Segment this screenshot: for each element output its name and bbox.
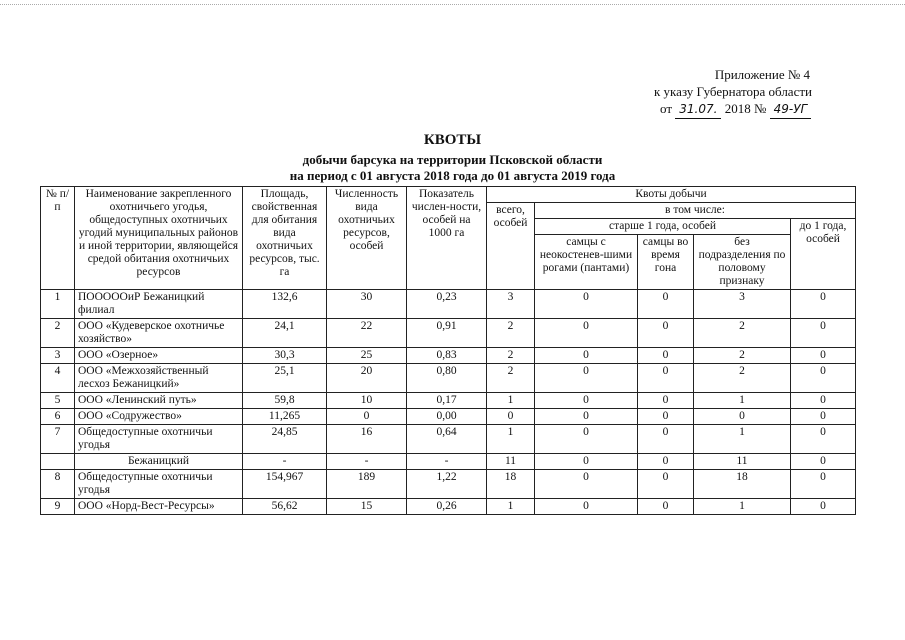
header-count: Численность вида охотничьих ресурсов, особей: [327, 187, 407, 290]
table-row: [41, 409, 856, 425]
table-body: [41, 290, 856, 515]
cell-d: 0: [791, 319, 856, 348]
cell-name: ООО «Кудеверское охотничье хозяйство»: [75, 319, 243, 348]
cell-c: 2: [694, 348, 791, 364]
header-num: № п/п: [41, 187, 75, 290]
cell-count: 189: [327, 470, 407, 499]
cell-a: 0: [535, 454, 638, 470]
cell-name: ООО «Межхозяйственный лесхоз Бежаницкий»: [75, 364, 243, 393]
cell-n: 7: [41, 425, 75, 454]
cell-a: 0: [535, 425, 638, 454]
handwritten-number: 49-УГ: [770, 101, 812, 119]
cell-count: 20: [327, 364, 407, 393]
header-density: Показатель числен-ности, особей на 1000 га: [407, 187, 487, 290]
cell-c: 2: [694, 364, 791, 393]
header-total: всего, особей: [487, 203, 535, 290]
cell-density: 0,91: [407, 319, 487, 348]
appendix-decree: к указу Губернатора области: [653, 84, 812, 99]
cell-area: 24,85: [243, 425, 327, 454]
table-row: [41, 364, 856, 393]
cell-count: 22: [327, 319, 407, 348]
header-area: Площадь, свойственная для обитания вида охотничьих ресурсов, тыс. га: [243, 187, 327, 290]
cell-total: 3: [487, 290, 535, 319]
cell-total: 2: [487, 319, 535, 348]
cell-density: 0,80: [407, 364, 487, 393]
cell-area: 56,62: [243, 499, 327, 515]
cell-total: 2: [487, 348, 535, 364]
cell-count: 0: [327, 409, 407, 425]
cell-density: 0,64: [407, 425, 487, 454]
table-row: [41, 470, 856, 499]
cell-c: 18: [694, 470, 791, 499]
scan-edge-line: [0, 4, 905, 5]
table-row: [41, 425, 856, 454]
cell-c: 2: [694, 319, 791, 348]
cell-a: 0: [535, 290, 638, 319]
cell-a: 0: [535, 364, 638, 393]
header-older: старше 1 года, особей: [535, 219, 791, 235]
header-no-sex: без подразделения по половому признаку: [694, 235, 791, 290]
cell-n: 6: [41, 409, 75, 425]
from-label: от: [660, 101, 673, 116]
cell-total: 1: [487, 499, 535, 515]
table-row: [41, 319, 856, 348]
cell-count: 15: [327, 499, 407, 515]
cell-name: ООО «Содружество»: [75, 409, 243, 425]
cell-n: 1: [41, 290, 75, 319]
cell-density: 1,22: [407, 470, 487, 499]
cell-count: 25: [327, 348, 407, 364]
cell-area: -: [243, 454, 327, 470]
cell-b: 0: [638, 364, 694, 393]
cell-density: 0,83: [407, 348, 487, 364]
cell-total: 18: [487, 470, 535, 499]
cell-total: 1: [487, 425, 535, 454]
cell-a: 0: [535, 409, 638, 425]
header-males-rut: самцы во время гона: [638, 235, 694, 290]
cell-b: 0: [638, 319, 694, 348]
cell-d: 0: [791, 425, 856, 454]
cell-b: 0: [638, 470, 694, 499]
cell-b: 0: [638, 499, 694, 515]
cell-n: [41, 454, 75, 470]
cell-name: ПОООООиР Бежаницкий филиал: [75, 290, 243, 319]
cell-a: 0: [535, 470, 638, 499]
cell-name: ООО «Норд-Вест-Ресурсы»: [75, 499, 243, 515]
table-row: [41, 290, 856, 319]
cell-b: 0: [638, 393, 694, 409]
cell-total: 1: [487, 393, 535, 409]
cell-area: 11,265: [243, 409, 327, 425]
cell-a: 0: [535, 393, 638, 409]
header-name: Наименование закрепленного охотничьего угодья, общедоступных охотничьих угодий муниципальных районов и иной территории, являющейся средой обитания охотничьих ресурсов: [75, 187, 243, 290]
cell-total: 2: [487, 364, 535, 393]
cell-c: 1: [694, 393, 791, 409]
cell-b: 0: [638, 425, 694, 454]
cell-d: 0: [791, 454, 856, 470]
cell-n: 3: [41, 348, 75, 364]
doc-title: КВОТЫ: [423, 132, 482, 148]
cell-d: 0: [791, 364, 856, 393]
cell-n: 8: [41, 470, 75, 499]
table-row: [41, 454, 856, 470]
cell-c: 3: [694, 290, 791, 319]
cell-area: 25,1: [243, 364, 327, 393]
cell-total: 11: [487, 454, 535, 470]
header-including: в том числе:: [535, 203, 856, 219]
cell-a: 0: [535, 319, 638, 348]
cell-d: 0: [791, 499, 856, 515]
cell-n: 9: [41, 499, 75, 515]
cell-b: 0: [638, 454, 694, 470]
cell-count: 10: [327, 393, 407, 409]
cell-area: 30,3: [243, 348, 327, 364]
quota-table: [40, 186, 856, 515]
cell-d: 0: [791, 290, 856, 319]
table-row: [41, 348, 856, 364]
table-row: [41, 499, 856, 515]
cell-c: 1: [694, 425, 791, 454]
cell-a: 0: [535, 348, 638, 364]
cell-b: 0: [638, 409, 694, 425]
cell-area: 132,6: [243, 290, 327, 319]
cell-c: 0: [694, 409, 791, 425]
cell-name: ООО «Озерное»: [75, 348, 243, 364]
cell-name: Общедоступные охотничьи угодья: [75, 425, 243, 454]
cell-name: Общедоступные охотничьи угодья: [75, 470, 243, 499]
year-label: 2018 №: [724, 101, 767, 116]
appendix-header: [640, 66, 860, 119]
cell-area: 24,1: [243, 319, 327, 348]
cell-d: 0: [791, 348, 856, 364]
cell-area: 154,967: [243, 470, 327, 499]
header-males-antlers: самцы с неокостенев-шими рогами (пантами): [535, 235, 638, 290]
appendix-number: Приложение № 4: [714, 67, 810, 82]
cell-density: 0,26: [407, 499, 487, 515]
cell-name: ООО «Ленинский путь»: [75, 393, 243, 409]
cell-density: -: [407, 454, 487, 470]
cell-b: 0: [638, 348, 694, 364]
cell-density: 0,00: [407, 409, 487, 425]
table-row: [41, 393, 856, 409]
cell-name: Бежаницкий: [75, 454, 243, 470]
cell-total: 0: [487, 409, 535, 425]
cell-n: 5: [41, 393, 75, 409]
cell-n: 4: [41, 364, 75, 393]
header-under1: до 1 года, особей: [791, 219, 856, 290]
cell-d: 0: [791, 470, 856, 499]
cell-c: 1: [694, 499, 791, 515]
cell-density: 0,23: [407, 290, 487, 319]
cell-count: -: [327, 454, 407, 470]
header-quotas: Квоты добычи: [487, 187, 856, 203]
cell-density: 0,17: [407, 393, 487, 409]
doc-subtitle: добычи барсука на территории Псковской области: [302, 152, 603, 167]
cell-d: 0: [791, 393, 856, 409]
doc-period: на период с 01 августа 2018 года до 01 августа 2019 года: [289, 168, 616, 183]
cell-n: 2: [41, 319, 75, 348]
appendix-date-line: [660, 100, 880, 119]
cell-count: 30: [327, 290, 407, 319]
cell-a: 0: [535, 499, 638, 515]
cell-b: 0: [638, 290, 694, 319]
cell-d: 0: [791, 409, 856, 425]
cell-c: 11: [694, 454, 791, 470]
cell-count: 16: [327, 425, 407, 454]
handwritten-date: 31.07.: [675, 101, 721, 119]
cell-area: 59,8: [243, 393, 327, 409]
